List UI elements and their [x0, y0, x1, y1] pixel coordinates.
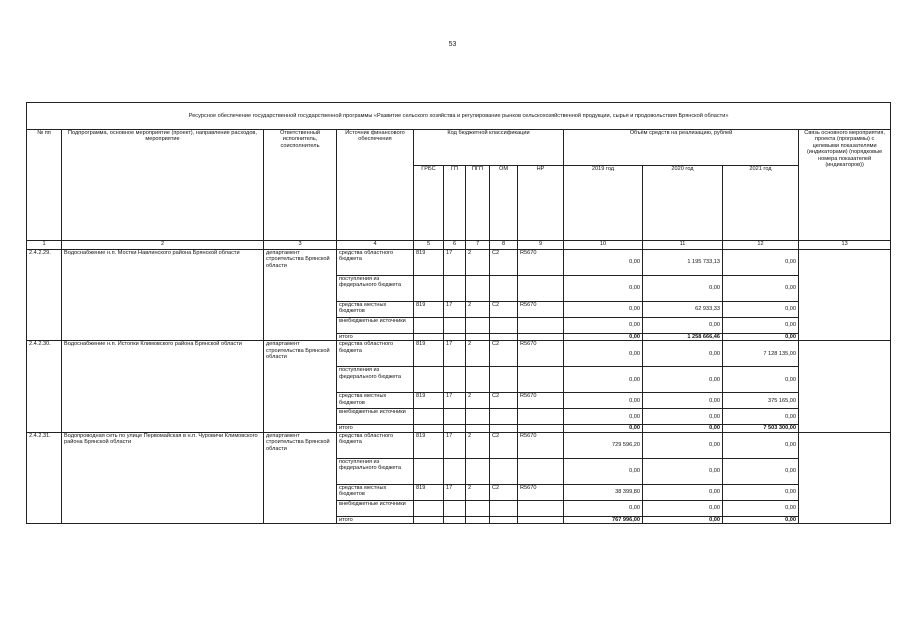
amount-2019: 0,00	[564, 341, 643, 367]
code-pgp: 2	[466, 250, 490, 276]
amount-2019: 0,00	[564, 458, 643, 484]
amount-2021: 0,00	[723, 318, 799, 334]
code-nr	[518, 425, 564, 432]
header-volume: Объём средств на реализацию, рублей	[564, 130, 799, 166]
code-om	[490, 334, 518, 341]
column-number: 5	[414, 241, 444, 250]
table-row	[27, 250, 891, 276]
funding-source: итого	[337, 425, 414, 432]
code-gp	[444, 334, 466, 341]
amount-2020: 0,00	[643, 393, 723, 409]
amount-2021: 0,00	[723, 276, 799, 302]
header-2021: 2021 год	[723, 166, 799, 241]
code-pgp	[466, 409, 490, 425]
code-grbs	[414, 367, 444, 393]
funding-source: средства областного бюджета	[337, 432, 414, 458]
amount-2019: 0,00	[564, 250, 643, 276]
code-nr: R5670	[518, 432, 564, 458]
amount-2021: 375 165,00	[723, 393, 799, 409]
indicator-link-cell	[799, 432, 891, 523]
funding-source: внебюджетные источники	[337, 409, 414, 425]
amount-2020: 1 195 733,13	[643, 250, 723, 276]
amount-2020: 0,00	[643, 341, 723, 367]
header-source: Источник финансового обеспечения	[337, 130, 414, 241]
entry-name: Водоснабжение н.п. Истопки Климовского района Брянской области	[62, 341, 264, 432]
code-gp: 17	[444, 484, 466, 500]
amount-2019: 0,00	[564, 425, 643, 432]
code-gp: 17	[444, 250, 466, 276]
funding-source: средства областного бюджета	[337, 341, 414, 367]
code-pgp	[466, 276, 490, 302]
column-number: 11	[643, 241, 723, 250]
code-nr	[518, 334, 564, 341]
code-gp: 17	[444, 432, 466, 458]
code-grbs: 819	[414, 393, 444, 409]
header-gp: ГП	[444, 166, 466, 241]
column-number: 4	[337, 241, 414, 250]
amount-2019: 729 596,20	[564, 432, 643, 458]
amount-2021: 0,00	[723, 500, 799, 516]
column-number: 8	[490, 241, 518, 250]
amount-2019: 0,00	[564, 276, 643, 302]
header-om: ОМ	[490, 166, 518, 241]
amount-2020: 0,00	[643, 425, 723, 432]
entry-responsible: департамент строительства Брянской области	[264, 341, 337, 432]
amount-2021: 0,00	[723, 516, 799, 523]
entry-responsible: департамент строительства Брянской области	[264, 250, 337, 341]
code-nr: R5670	[518, 393, 564, 409]
header-nr: НР	[518, 166, 564, 241]
amount-2021: 7 128 135,00	[723, 341, 799, 367]
code-gp: 17	[444, 393, 466, 409]
entry-name: Водопроводная сеть по улице Первомайская в н.п. Чуровичи Климовского района Брянской области	[62, 432, 264, 523]
code-pgp: 2	[466, 432, 490, 458]
amount-2020: 0,00	[643, 367, 723, 393]
column-number: 6	[444, 241, 466, 250]
code-om	[490, 409, 518, 425]
code-om: C2	[490, 432, 518, 458]
code-gp	[444, 318, 466, 334]
page-number: 53	[448, 41, 457, 48]
code-gp: 17	[444, 302, 466, 318]
header-num: № пп	[27, 130, 62, 241]
code-grbs: 819	[414, 341, 444, 367]
code-nr: R5670	[518, 484, 564, 500]
code-gp	[444, 458, 466, 484]
header-link: Связь основного мероприятия, проекта (программы) с целевыми показателями (индикаторами) (порядковые номера показателей (индикаторов))	[799, 130, 891, 241]
funding-source: средства местных бюджетов	[337, 393, 414, 409]
header-pgp: ПГП	[466, 166, 490, 241]
funding-source: средства местных бюджетов	[337, 302, 414, 318]
entry-number: 2.4.2.29.	[27, 250, 62, 341]
table-title: Ресурсное обеспечение государственной государственной программы «Развитие сельского хозяйства и регулирование рынков сельскохозяйственной продукции, сырья и продовольствия Брянской области»	[27, 103, 891, 130]
header-responsible: Ответственный исполнитель, соисполнитель	[264, 130, 337, 241]
amount-2019: 767 996,00	[564, 516, 643, 523]
header-budget-code: Код бюджетной классификации	[414, 130, 564, 166]
code-nr	[518, 516, 564, 523]
code-pgp	[466, 425, 490, 432]
code-gp: 17	[444, 341, 466, 367]
code-om: C2	[490, 250, 518, 276]
code-om	[490, 458, 518, 484]
amount-2020: 0,00	[643, 458, 723, 484]
funding-source: итого	[337, 334, 414, 341]
code-om	[490, 425, 518, 432]
code-grbs	[414, 276, 444, 302]
code-om	[490, 318, 518, 334]
code-gp	[444, 409, 466, 425]
header-program: Подпрограмма, основное мероприятие (проект), направление расходов, мероприятие	[62, 130, 264, 241]
indicator-link-cell	[799, 341, 891, 432]
code-grbs: 819	[414, 302, 444, 318]
code-grbs	[414, 409, 444, 425]
indicator-link-cell	[799, 250, 891, 341]
amount-2021: 0,00	[723, 367, 799, 393]
column-number: 7	[466, 241, 490, 250]
code-gp	[444, 516, 466, 523]
column-number: 10	[564, 241, 643, 250]
resource-table	[26, 102, 891, 524]
code-nr: R5670	[518, 250, 564, 276]
funding-source: внебюджетные источники	[337, 500, 414, 516]
code-pgp	[466, 367, 490, 393]
funding-source: средства местных бюджетов	[337, 484, 414, 500]
amount-2019: 38 399,80	[564, 484, 643, 500]
code-nr	[518, 409, 564, 425]
amount-2021: 0,00	[723, 302, 799, 318]
code-nr	[518, 276, 564, 302]
code-gp	[444, 500, 466, 516]
entry-name: Водоснабжение н.п. Мостки Навлинского района Брянской области	[62, 250, 264, 341]
funding-source: внебюджетные источники	[337, 318, 414, 334]
code-nr	[518, 458, 564, 484]
column-number: 1	[27, 241, 62, 250]
funding-source: поступления из федерального бюджета	[337, 276, 414, 302]
column-number: 3	[264, 241, 337, 250]
entry-number: 2.4.2.31.	[27, 432, 62, 523]
funding-source: итого	[337, 516, 414, 523]
funding-source: средства областного бюджета	[337, 250, 414, 276]
column-number: 2	[62, 241, 264, 250]
header-2019: 2019 год	[564, 166, 643, 241]
amount-2020: 62 933,33	[643, 302, 723, 318]
amount-2019: 0,00	[564, 334, 643, 341]
header-2020: 2020 год	[643, 166, 723, 241]
code-pgp	[466, 318, 490, 334]
code-nr: R5670	[518, 302, 564, 318]
code-pgp: 2	[466, 302, 490, 318]
amount-2021: 0,00	[723, 334, 799, 341]
table-row	[27, 432, 891, 458]
code-grbs	[414, 500, 444, 516]
column-number: 9	[518, 241, 564, 250]
amount-2020: 0,00	[643, 432, 723, 458]
amount-2020: 0,00	[643, 318, 723, 334]
code-grbs	[414, 318, 444, 334]
code-pgp	[466, 334, 490, 341]
code-om	[490, 516, 518, 523]
code-grbs: 819	[414, 484, 444, 500]
code-pgp: 2	[466, 393, 490, 409]
code-om	[490, 367, 518, 393]
entry-responsible: департамент строительства Брянской области	[264, 432, 337, 523]
code-om: C2	[490, 341, 518, 367]
code-pgp	[466, 500, 490, 516]
column-number: 12	[723, 241, 799, 250]
code-om	[490, 500, 518, 516]
code-om: C2	[490, 484, 518, 500]
code-nr	[518, 318, 564, 334]
amount-2019: 0,00	[564, 393, 643, 409]
code-om: C2	[490, 302, 518, 318]
amount-2020: 0,00	[643, 484, 723, 500]
amount-2020: 0,00	[643, 276, 723, 302]
code-pgp	[466, 516, 490, 523]
column-number: 13	[799, 241, 891, 250]
amount-2020: 1 258 666,46	[643, 334, 723, 341]
code-grbs	[414, 334, 444, 341]
code-gp	[444, 367, 466, 393]
amount-2021: 0,00	[723, 250, 799, 276]
amount-2021: 0,00	[723, 432, 799, 458]
header-grbs: ГРБС	[414, 166, 444, 241]
amount-2019: 0,00	[564, 500, 643, 516]
amount-2020: 0,00	[643, 516, 723, 523]
amount-2019: 0,00	[564, 302, 643, 318]
code-gp	[444, 425, 466, 432]
code-grbs	[414, 425, 444, 432]
funding-source: поступления из федерального бюджета	[337, 367, 414, 393]
code-grbs: 819	[414, 432, 444, 458]
amount-2021: 0,00	[723, 484, 799, 500]
code-pgp: 2	[466, 341, 490, 367]
amount-2021: 7 503 300,00	[723, 425, 799, 432]
code-om	[490, 276, 518, 302]
code-pgp	[466, 458, 490, 484]
table-row	[27, 341, 891, 367]
code-nr: R5670	[518, 341, 564, 367]
amount-2019: 0,00	[564, 409, 643, 425]
code-nr	[518, 500, 564, 516]
amount-2019: 0,00	[564, 367, 643, 393]
column-number-row	[27, 241, 891, 250]
code-grbs	[414, 516, 444, 523]
amount-2021: 0,00	[723, 458, 799, 484]
code-grbs: 819	[414, 250, 444, 276]
funding-source: поступления из федерального бюджета	[337, 458, 414, 484]
code-pgp: 2	[466, 484, 490, 500]
code-gp	[444, 276, 466, 302]
code-om: C2	[490, 393, 518, 409]
code-grbs	[414, 458, 444, 484]
amount-2019: 0,00	[564, 318, 643, 334]
code-nr	[518, 367, 564, 393]
amount-2020: 0,00	[643, 409, 723, 425]
entry-number: 2.4.2.30.	[27, 341, 62, 432]
amount-2020: 0,00	[643, 500, 723, 516]
amount-2021: 0,00	[723, 409, 799, 425]
